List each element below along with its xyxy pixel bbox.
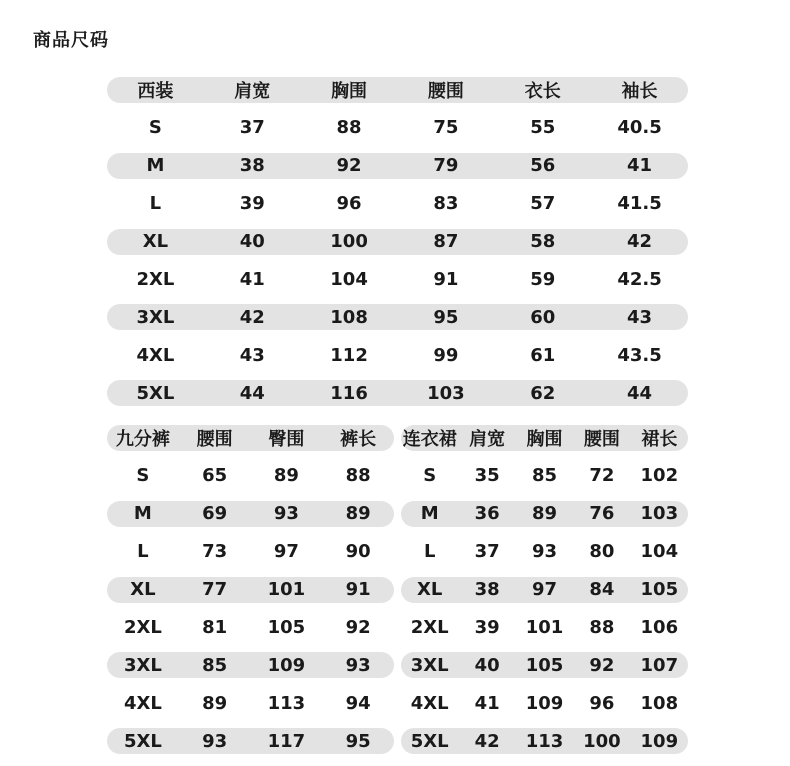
table-cell: 40: [474, 654, 500, 676]
table-cell: 91: [345, 579, 371, 601]
table-cell: 38: [239, 155, 265, 177]
table-row: [401, 690, 688, 716]
table-cell: 37: [474, 541, 500, 563]
table-row: [107, 690, 394, 716]
table-cell: 75: [433, 117, 459, 139]
table-cell: 109: [267, 654, 306, 676]
table-cell: 117: [267, 730, 306, 752]
table-cell: 39: [474, 616, 500, 638]
table-row: [401, 577, 688, 603]
column-header: 九分裤: [115, 429, 170, 450]
table-cell: 102: [640, 465, 679, 487]
pants-header-row: [107, 425, 394, 451]
table-cell: 97: [531, 579, 558, 601]
table-cell: 62: [530, 382, 556, 404]
table-cell: 116: [330, 382, 368, 404]
column-header: 腰围: [427, 81, 464, 102]
size-label: 4XL: [410, 692, 449, 714]
table-cell: 92: [345, 616, 371, 638]
table-cell: 72: [589, 465, 615, 487]
table-cell: 56: [530, 155, 556, 177]
table-row: [107, 229, 688, 255]
table-row: [107, 153, 688, 179]
size-label: L: [423, 541, 436, 563]
table-cell: 43: [239, 344, 265, 366]
table-cell: 112: [330, 344, 368, 366]
table-cell: 61: [530, 344, 556, 366]
table-row: [401, 501, 688, 527]
size-label: 2XL: [123, 616, 162, 638]
size-label: 3XL: [410, 654, 449, 676]
column-header: 西装: [137, 81, 174, 102]
table-cell: 93: [531, 541, 558, 563]
size-label: 2XL: [410, 616, 449, 638]
size-label: 3XL: [136, 306, 175, 328]
size-label: S: [148, 117, 162, 139]
table-cell: 38: [474, 579, 500, 601]
size-label: S: [423, 465, 437, 487]
suit-header-row: [107, 77, 688, 103]
size-label: L: [149, 193, 162, 215]
table-cell: 55: [530, 117, 556, 139]
table-cell: 59: [530, 268, 556, 290]
size-label: S: [136, 465, 150, 487]
table-cell: 84: [589, 579, 615, 601]
table-row: [107, 614, 394, 640]
table-row: [401, 614, 688, 640]
size-label: L: [137, 541, 149, 563]
table-cell: 93: [345, 654, 371, 676]
table-row: [107, 501, 394, 527]
table-cell: 89: [273, 465, 299, 487]
table-row: [401, 728, 688, 754]
table-cell: 96: [336, 193, 362, 215]
table-cell: 108: [640, 692, 679, 714]
column-header: 胸围: [526, 429, 563, 450]
table-cell: 88: [336, 117, 362, 139]
table-row: [401, 539, 688, 565]
column-header: 裙长: [641, 429, 678, 450]
table-row: [107, 463, 394, 489]
table-cell: 93: [202, 730, 228, 752]
table-row: [401, 652, 688, 678]
table-cell: 113: [525, 730, 564, 752]
table-row: [107, 652, 394, 678]
table-cell: 94: [345, 692, 371, 714]
table-cell: 92: [589, 654, 615, 676]
table-cell: 87: [433, 231, 459, 253]
column-header: 臀围: [268, 429, 305, 450]
table-cell: 44: [627, 382, 653, 404]
table-cell: 88: [589, 616, 615, 638]
table-cell: 42: [627, 231, 653, 253]
table-cell: 43: [627, 306, 653, 328]
table-cell: 105: [525, 654, 564, 676]
table-cell: 42.5: [617, 268, 662, 290]
table-cell: 36: [474, 503, 500, 525]
table-cell: 92: [336, 155, 362, 177]
table-cell: 42: [474, 730, 500, 752]
table-cell: 109: [525, 692, 564, 714]
table-cell: 103: [427, 382, 465, 404]
table-cell: 103: [640, 503, 679, 525]
table-cell: 113: [267, 692, 306, 714]
size-label: 5XL: [123, 730, 162, 752]
dress-size-table: [401, 425, 688, 766]
table-cell: 89: [202, 692, 228, 714]
table-cell: 104: [640, 541, 679, 563]
column-header: 裤长: [340, 429, 377, 450]
table-cell: 58: [530, 231, 556, 253]
table-row: [107, 728, 394, 754]
table-cell: 104: [330, 268, 368, 290]
table-cell: 83: [433, 193, 459, 215]
table-cell: 91: [433, 268, 459, 290]
table-cell: 99: [433, 344, 459, 366]
table-cell: 108: [330, 306, 368, 328]
table-cell: 80: [589, 541, 615, 563]
table-cell: 43.5: [617, 344, 662, 366]
table-cell: 65: [202, 465, 228, 487]
table-cell: 109: [640, 730, 679, 752]
table-cell: 76: [589, 503, 615, 525]
table-cell: 81: [202, 616, 228, 638]
table-cell: 69: [202, 503, 228, 525]
table-row: [107, 380, 688, 406]
table-cell: 100: [330, 231, 368, 253]
table-cell: 73: [202, 541, 228, 563]
table-cell: 41: [239, 268, 265, 290]
table-cell: 105: [267, 616, 306, 638]
table-cell: 85: [531, 465, 558, 487]
table-cell: 105: [640, 579, 679, 601]
size-label: XL: [417, 579, 443, 601]
table-cell: 44: [239, 382, 265, 404]
table-row: [107, 115, 688, 141]
table-cell: 97: [273, 541, 299, 563]
size-label: 5XL: [136, 382, 175, 404]
size-label: XL: [142, 231, 169, 253]
column-header: 腰围: [583, 429, 620, 450]
table-cell: 39: [239, 193, 265, 215]
table-cell: 95: [433, 306, 459, 328]
table-cell: 40: [239, 231, 265, 253]
size-label: M: [420, 503, 439, 525]
size-label: 2XL: [136, 268, 175, 290]
table-cell: 88: [345, 465, 371, 487]
size-label: 5XL: [410, 730, 449, 752]
table-cell: 77: [202, 579, 228, 601]
size-label: M: [133, 503, 152, 525]
size-label: XL: [130, 579, 156, 601]
suit-size-table: [107, 77, 688, 418]
table-cell: 90: [345, 541, 371, 563]
table-cell: 89: [531, 503, 558, 525]
table-row: [107, 539, 394, 565]
table-cell: 57: [530, 193, 556, 215]
column-header: 肩宽: [234, 81, 271, 102]
table-cell: 79: [433, 155, 459, 177]
table-cell: 42: [239, 306, 265, 328]
table-cell: 41: [627, 155, 653, 177]
size-label: 4XL: [136, 344, 175, 366]
table-row: [107, 577, 394, 603]
table-cell: 101: [267, 579, 306, 601]
table-row: [107, 304, 688, 330]
table-cell: 89: [345, 503, 371, 525]
table-cell: 60: [530, 306, 556, 328]
table-cell: 101: [525, 616, 564, 638]
size-label: M: [146, 155, 165, 177]
table-row: [107, 342, 688, 368]
table-cell: 100: [583, 730, 621, 752]
page-title: 商品尺码: [33, 30, 109, 51]
column-header: 胸围: [331, 81, 368, 102]
table-cell: 37: [239, 117, 265, 139]
table-row: [401, 463, 688, 489]
column-header: 肩宽: [469, 429, 506, 450]
table-cell: 40.5: [617, 117, 662, 139]
table-cell: 85: [202, 654, 228, 676]
table-row: [107, 266, 688, 292]
table-cell: 41: [474, 692, 500, 714]
table-cell: 35: [474, 465, 500, 487]
pants-size-table: [107, 425, 394, 766]
table-cell: 95: [345, 730, 371, 752]
column-header: 衣长: [524, 81, 561, 102]
column-header: 袖长: [621, 81, 658, 102]
dress-header-row: [401, 425, 688, 451]
table-cell: 96: [589, 692, 615, 714]
size-label: 3XL: [123, 654, 162, 676]
size-label: 4XL: [123, 692, 162, 714]
column-header: 连衣裙: [402, 429, 457, 450]
table-row: [107, 191, 688, 217]
column-header: 腰围: [196, 429, 233, 450]
table-cell: 107: [640, 654, 679, 676]
table-cell: 106: [640, 616, 679, 638]
table-cell: 93: [273, 503, 299, 525]
table-cell: 41.5: [617, 193, 662, 215]
